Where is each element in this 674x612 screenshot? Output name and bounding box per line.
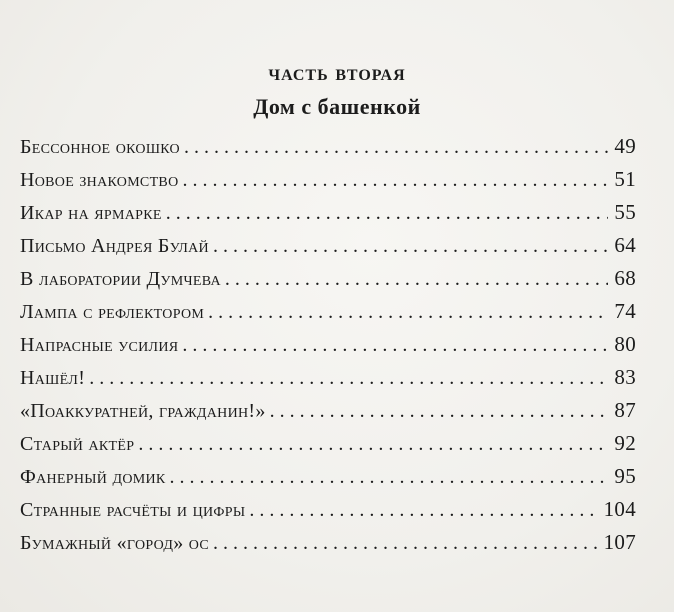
toc-entry: [20, 332, 636, 365]
toc-entry: [20, 167, 636, 200]
toc-entry-title: Новое знакомство: [20, 169, 179, 191]
toc-entry-page: 74: [614, 299, 636, 323]
toc-entry-title: Старый актёр: [20, 433, 135, 455]
toc-entry-page: 80: [614, 332, 636, 356]
toc-entry-page: 92: [614, 431, 636, 455]
part-title: часть вторая: [268, 60, 406, 85]
toc-entry: [20, 464, 636, 497]
toc-entry-title: Бессонное окошко: [20, 136, 180, 158]
table-of-contents: [20, 134, 636, 563]
dot-leader: [184, 136, 608, 159]
toc-entry-title: Икар на ярмарке: [20, 202, 162, 224]
dot-leader: [270, 400, 608, 423]
toc-entry: [20, 266, 636, 299]
toc-entry-title: Напрасные усилия: [20, 334, 179, 356]
toc-entry-title: Фанерный домик: [20, 466, 166, 488]
toc-entry-title: Письмо Андрея Булай: [20, 235, 209, 257]
toc-entry-title: В лаборатории Думчева: [20, 268, 221, 290]
toc-entry: [20, 134, 636, 167]
dot-leader: [89, 367, 608, 390]
toc-entry-page: 64: [614, 233, 636, 257]
toc-entry: [20, 398, 636, 431]
dot-leader: [213, 235, 608, 258]
dot-leader: [166, 202, 608, 225]
toc-entry: [20, 200, 636, 233]
toc-entry: [20, 365, 636, 398]
toc-entry: [20, 530, 636, 563]
toc-entry-page: 83: [614, 365, 636, 389]
toc-entry-title: Лампа с рефлектором: [20, 301, 205, 323]
toc-entry-page: 55: [614, 200, 636, 224]
toc-entry-page: 68: [614, 266, 636, 290]
toc-entry-title: Странные расчёты и цифры: [20, 499, 246, 521]
dot-leader: [182, 169, 608, 192]
toc-entry-page: 51: [614, 167, 636, 191]
toc-entry: [20, 497, 636, 530]
toc-entry: [20, 233, 636, 266]
dot-leader: [213, 532, 600, 555]
part-subtitle: Дом с башенкой: [253, 94, 421, 119]
dot-leader: [208, 301, 608, 324]
toc-entry-page: 95: [614, 464, 636, 488]
toc-entry-page: 49: [614, 134, 636, 158]
toc-entry: [20, 299, 636, 332]
dot-leader: [249, 499, 599, 522]
toc-entry-page: 104: [603, 497, 636, 521]
dot-leader: [182, 334, 608, 357]
dot-leader: [138, 433, 608, 456]
toc-entry-title: «Поаккуратней, гражданин!»: [20, 400, 266, 422]
dot-leader: [225, 268, 608, 291]
toc-entry-title: Нашёл!: [20, 367, 86, 389]
toc-entry-title: Бумажный «город» ос: [20, 532, 210, 554]
toc-entry: [20, 431, 636, 464]
toc-entry-page: 107: [603, 530, 636, 554]
toc-entry-page: 87: [614, 398, 636, 422]
dot-leader: [170, 466, 608, 489]
